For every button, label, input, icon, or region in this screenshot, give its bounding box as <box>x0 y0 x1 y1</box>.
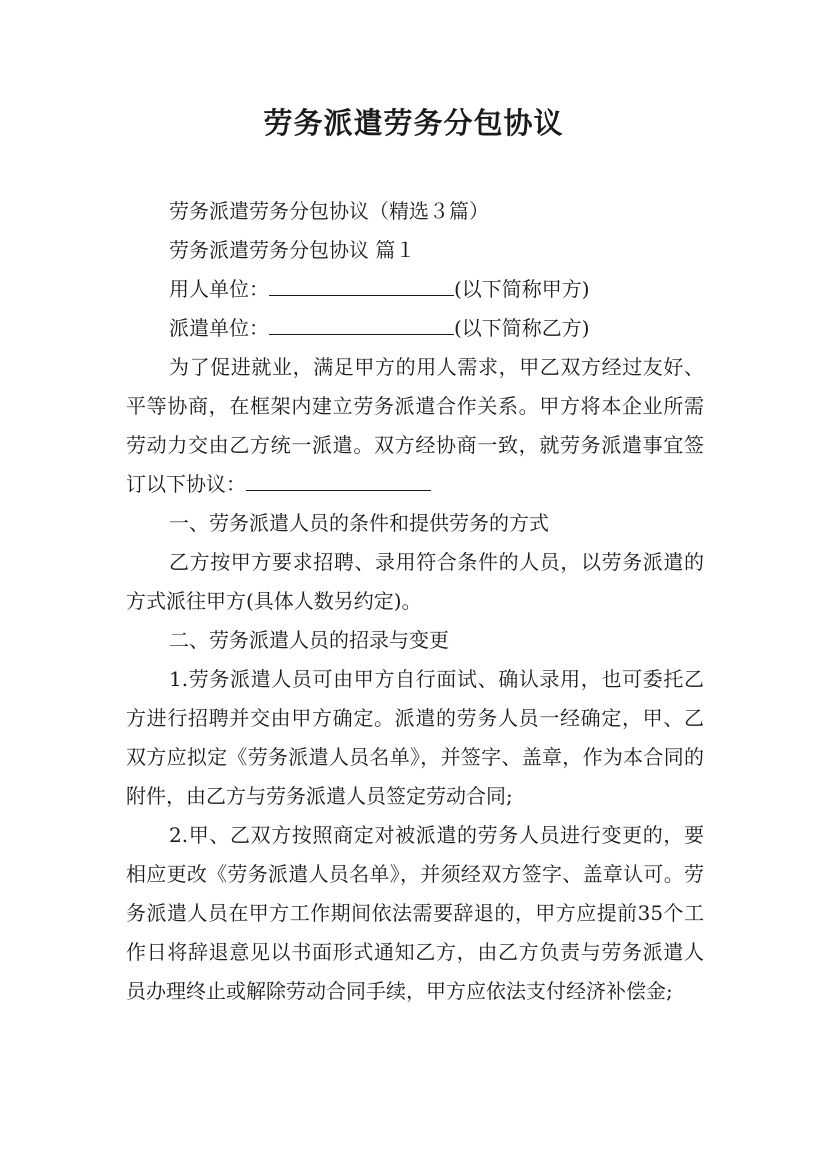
clause-1: 1.劳务派遣人员可由甲方自行面试、确认录用，也可委托乙方进行招聘并交由甲方确定。派遣的劳务人员一经确定，甲、乙双方应拟定《劳务派遣人员名单》，并签字、盖章，作为本合同的附件，由乙方与劳务派遣人员签定劳动合同; <box>126 667 704 808</box>
document-body <box>126 192 704 1011</box>
employer-suffix: (以下简称甲方) <box>454 277 590 301</box>
document-title: 劳务派遣劳务分包协议 <box>263 106 564 140</box>
intro-text: 为了促进就业，满足甲方的用人需求，甲乙双方经过友好、平等协商，在框架内建立劳务派遣合作关系。甲方将本企业所需劳动力交由乙方统一派遣。双方经协商一致，就劳务派遣事宜签订以下协议： <box>126 355 704 496</box>
subtitle: 劳务派遣劳务分包协议（精选３篇） <box>169 199 489 223</box>
part-heading: 劳务派遣劳务分包协议 篇１ <box>169 238 416 262</box>
employer-label: 用人单位： <box>169 277 269 301</box>
intro-paragraph <box>126 348 704 504</box>
section1-paragraph: 乙方按甲方要求招聘、录用符合条件的人员，以劳务派遣的方式派往甲方(具体人数另约定)。 <box>126 550 704 613</box>
dispatcher-label: 派遣单位： <box>169 316 269 340</box>
section1-heading: 一、劳务派遣人员的条件和提供劳务的方式 <box>169 511 549 535</box>
dispatcher-blank <box>269 316 454 335</box>
dispatcher-suffix: (以下简称乙方) <box>454 316 590 340</box>
section2-heading: 二、劳务派遣人员的招录与变更 <box>169 628 449 652</box>
clause-2: 2.甲、乙双方按照商定对被派遣的劳务人员进行变更的，要相应更改《劳务派遣人员名单》，并须经双方签字、盖章认可。劳务派遣人员在甲方工作期间依法需要辞退的，甲方应提前35个工作日将辞退意见以书面形式通知乙方，由乙方负责与劳务派遣人员办理终止或解除劳动合同手续，甲方应依法支付经济补偿金; <box>126 823 704 1003</box>
agreement-blank <box>246 472 431 491</box>
employer-blank <box>269 277 454 296</box>
dispatcher-line <box>126 309 704 348</box>
employer-line <box>126 270 704 309</box>
